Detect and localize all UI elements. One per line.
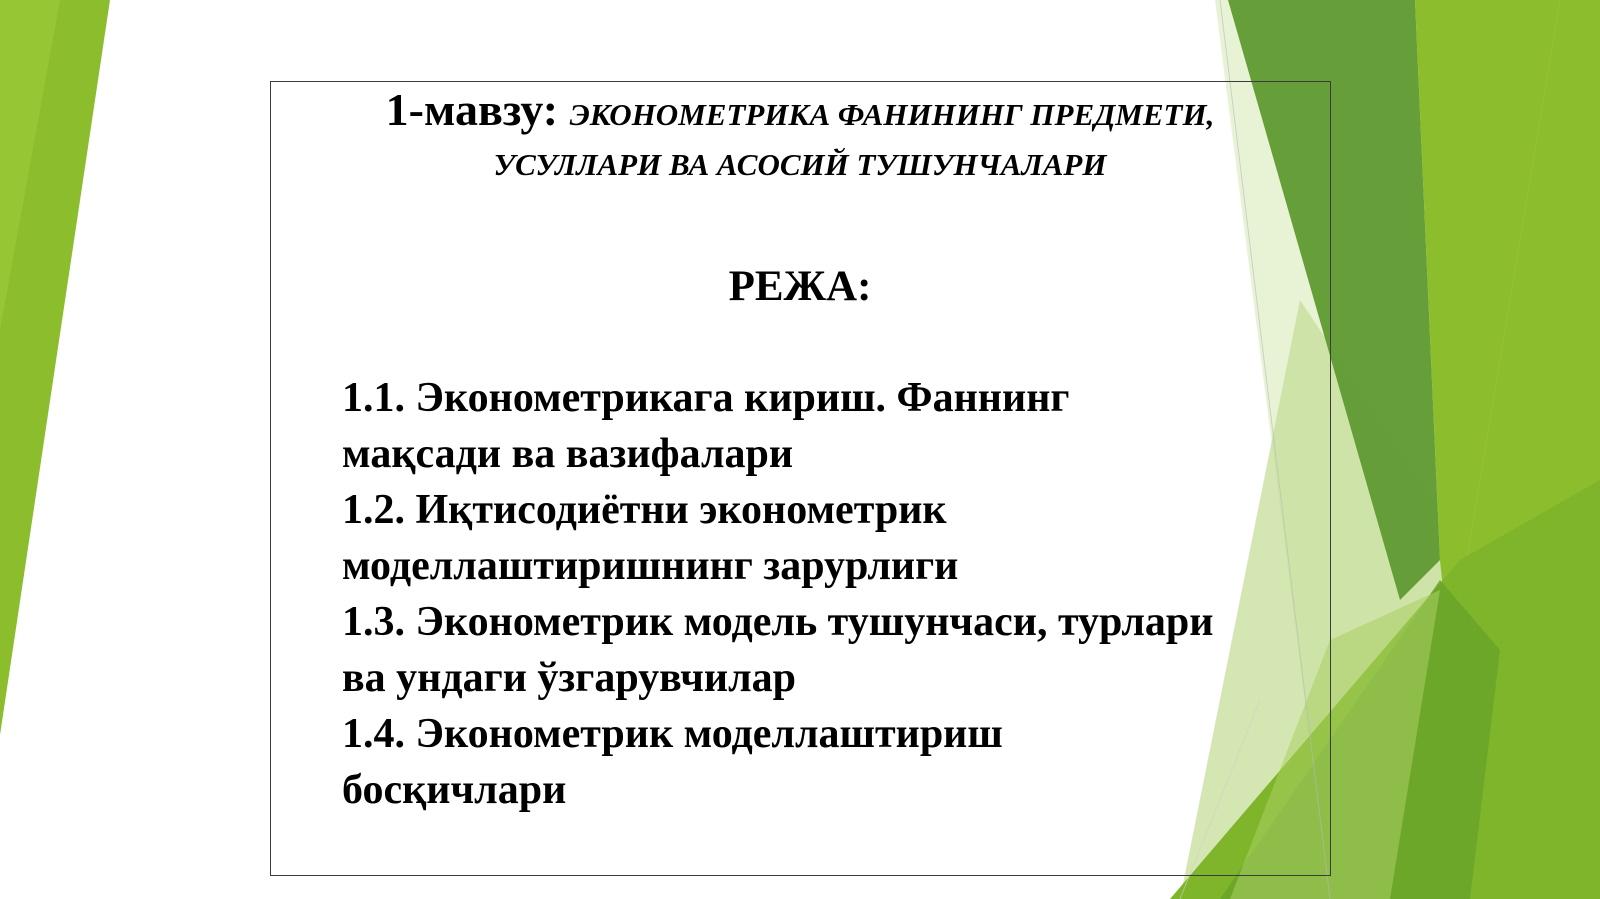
plan-item-line: мақсади ва вазифалари: [342, 431, 794, 477]
plan-item-line: моделлаштиришнинг зарурлиги: [342, 543, 959, 589]
plan-item-line: 1.1. Эконометрикага кириш. Фаннинг: [342, 375, 1070, 421]
slide-title: [272, 84, 1328, 187]
plan-list: [342, 370, 1322, 818]
plan-heading: РЕЖА:: [728, 263, 872, 310]
plan-item-line: 1.2. Иқтисодиётни эконометрик: [342, 487, 947, 533]
topic-title-line2: УСУЛЛАРИ ВА АСОСИЙ ТУШУНЧАЛАРИ: [493, 147, 1107, 182]
plan-item-line: 1.3. Эконометрик модель тушунчаси, турлари: [342, 599, 1214, 645]
plan-item-line: ва ундаги ўзгарувчилар: [342, 655, 797, 701]
plan-item-line: 1.4. Эконометрик моделлаштириш: [342, 711, 1003, 757]
topic-label: 1-мавзу:: [385, 84, 570, 135]
topic-title-line1: ЭКОНОМЕТРИКА ФАНИНИНГ ПРЕДМЕТИ,: [569, 97, 1215, 132]
plan-item-line: босқичлари: [342, 767, 567, 813]
